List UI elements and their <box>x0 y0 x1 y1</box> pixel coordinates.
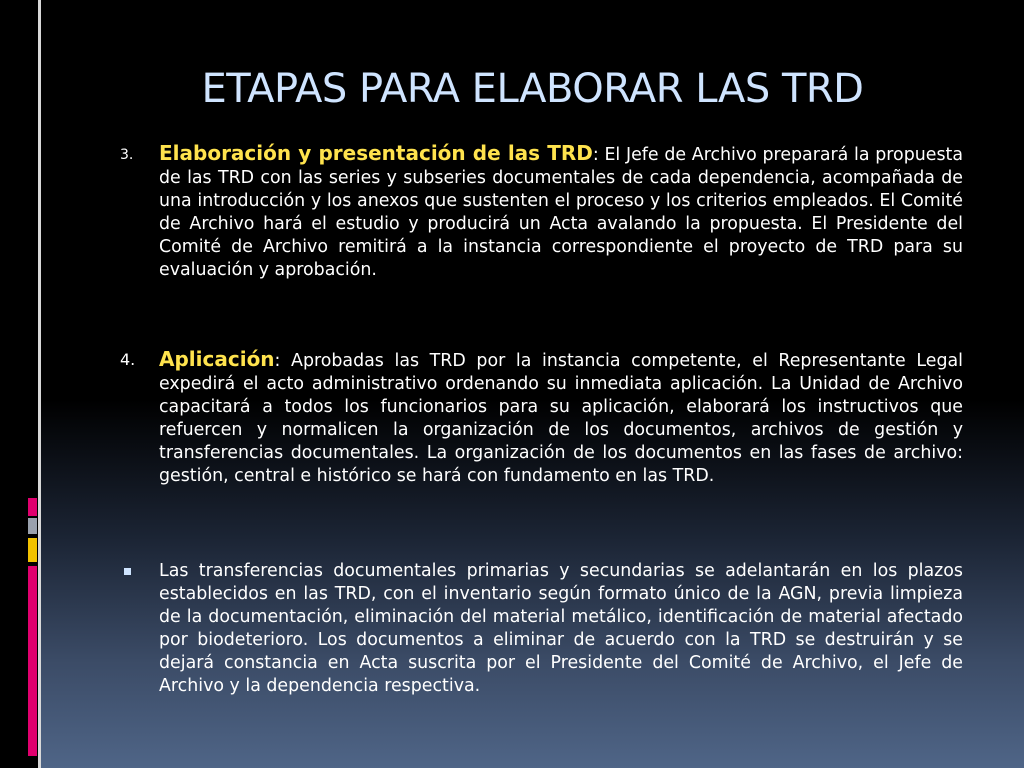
list-marker: 4. <box>120 350 136 369</box>
accent-bar-yellow <box>28 538 37 562</box>
list-item-heading: Elaboración y presentación de las TRD <box>159 141 593 165</box>
accent-bar-gray <box>28 518 37 534</box>
slide-title: ETAPAS PARA ELABORAR LAS TRD <box>201 66 864 112</box>
square-bullet-icon <box>124 568 131 575</box>
list-item-body: : El Jefe de Archivo preparará la propuesta de las TRD con las series y subseries documentales de cada dependencia, acompañada de una introducción y los anexos que sustenten el proceso y los criterios empleados. El Comité de Archivo hará el estudio y producirá un Acta avalando la propuesta. El Presidente del Comité de Archivo remitirá a la instancia correspondiente el proyecto de TRD para su evaluación y aprobación. <box>159 145 963 280</box>
list-item-heading: Aplicación <box>159 347 275 371</box>
list-marker: 3. <box>120 147 134 163</box>
list-item-body: : Aprobadas las TRD por la instancia competente, el Representante Legal expedirá el acto administrativo ordenando su inmediata aplicación. La Unidad de Archivo capacitará a todos los funcionarios para su aplicación, elaborará los instructivos que refuercen y normalicen la organización de los documentos, archivos de gestión y transferencias documentales. La organización de los documentos en las fases de archivo: gestión, central e histórico se hará con fundamento en las TRD. <box>159 351 963 486</box>
list-item-elaboracion <box>120 142 963 282</box>
list-item-text <box>159 560 963 698</box>
list-item-transferencias <box>120 560 963 698</box>
list-item-text <box>159 142 963 282</box>
accent-bar-pink-bottom <box>28 566 37 756</box>
list-item-body: Las transferencias documentales primarias y secundarias se adelantarán en los plazos establecidos en las TRD, con el inventario según formato único de la AGN, previa limpieza de la documentación, eliminación del material metálico, identificación de material afectado por biodeterioro. Los documentos a eliminar de acuerdo con la TRD se destruirán y se dejará constancia en Acta suscrita por el Presidente del Comité de Archivo, el Jefe de Archivo y la dependencia respectiva. <box>159 561 963 696</box>
accent-bar-pink-top <box>28 498 37 516</box>
list-item-aplicacion <box>120 348 963 488</box>
list-item-text <box>159 348 963 488</box>
